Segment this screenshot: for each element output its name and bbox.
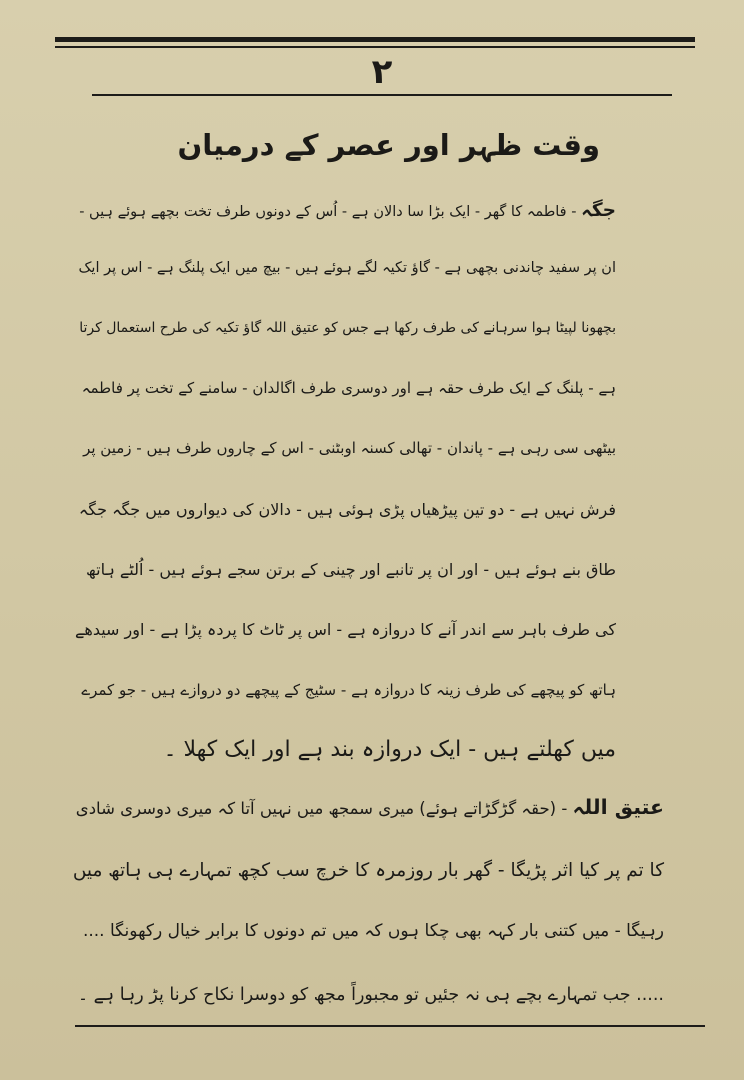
- line-text: - (حقہ گڑگڑاتے ہوئے) میری سمجھ میں نہیں آتا کہ میری دوسری شادی: [75, 799, 573, 818]
- line-text: - فاطمہ کا گھر - ایک بڑا سا دالان ہے - اُس کے دونوں طرف تخت بچھے ہوئے ہیں -: [79, 204, 582, 220]
- speaker-label: عتیق اللہ: [572, 795, 664, 819]
- text-line: [164, 735, 616, 765]
- line-text: ..... جب تمہارے بچے ہی نہ جئیں تو مجبوراً مجھ کو دوسرا نکاح کرنا پڑ رہا ہے ۔: [77, 985, 664, 1005]
- text-line: [83, 433, 616, 463]
- line-text: بچھونا لپیٹا ہوا سرہانے کی طرف رکھا ہے جس کو عتیق اللہ گاؤ تکیہ کی طرح استعمال کرتا: [79, 320, 616, 336]
- line-text: کی طرف باہر سے اندر آنے کا دروازہ ہے - اس پر ٹاٹ کا پردہ پڑا ہے - اور سیدھے: [75, 620, 616, 639]
- line-text: رہیگا - میں کتنی بار کہہ بھی چکا ہوں کہ میں تم دونوں کا برابر خیال رکھونگا ....: [82, 921, 664, 941]
- text-line: [83, 916, 664, 946]
- line-text: فرش نہیں ہے - دو تین پیڑھیاں پڑی ہوئی ہیں - دالان کی دیواروں میں جگہ جگہ: [78, 500, 616, 519]
- line-text: میں کھلتے ہیں - ایک دروازہ بند ہے اور ایک کھلا ۔: [163, 737, 616, 762]
- header-divider: [92, 94, 672, 96]
- top-border-thin: [55, 46, 695, 48]
- text-line: [75, 615, 616, 645]
- text-line: [76, 792, 664, 824]
- text-line: [82, 373, 616, 403]
- text-line: [73, 856, 664, 886]
- text-line: [79, 495, 616, 525]
- top-border-thick: [55, 37, 695, 42]
- speaker-label: جگہ: [581, 200, 616, 221]
- bottom-border: [75, 1025, 705, 1027]
- text-line: [79, 313, 616, 343]
- text-line: [79, 196, 616, 227]
- scene-heading: وقت ظہر اور عصر کے درمیان: [177, 128, 600, 162]
- text-line: [86, 555, 616, 585]
- line-text: کا تم پر کیا اثر پڑیگا - گھر بار روزمرہ کا خرچ سب کچھ تمہارے ہی ہاتھ میں: [72, 860, 664, 881]
- text-line: [78, 980, 664, 1010]
- line-text: ہے - پلنگ کے ایک طرف حقہ ہے اور دوسری طرف اگالدان - سامنے کے تخت پر فاطمہ: [81, 379, 616, 397]
- text-line: [81, 675, 616, 705]
- line-text: ہاتھ کو پیچھے کی طرف زینہ کا دروازہ ہے - سٹیج کے پیچھے دو دروازے ہیں - جو کمرے: [81, 681, 616, 699]
- line-text: طاق بنے ہوئے ہیں - اور ان پر تانبے اور چینی کے برتن سجے ہوئے ہیں - اُلٹے ہاتھ: [86, 560, 616, 579]
- line-text: ان پر سفید چاندنی بچھی ہے - گاؤ تکیہ لگے ہوئے ہیں - بیچ میں ایک پلنگ ہے - اس پر ایک: [78, 260, 616, 276]
- line-text: بیٹھی سی رہی ہے - پاندان - تھالی کسنہ اوبٹنی - اس کے چاروں طرف ہیں - زمین پر: [83, 439, 616, 457]
- page-number: ۲: [371, 52, 393, 92]
- text-line: [78, 253, 616, 283]
